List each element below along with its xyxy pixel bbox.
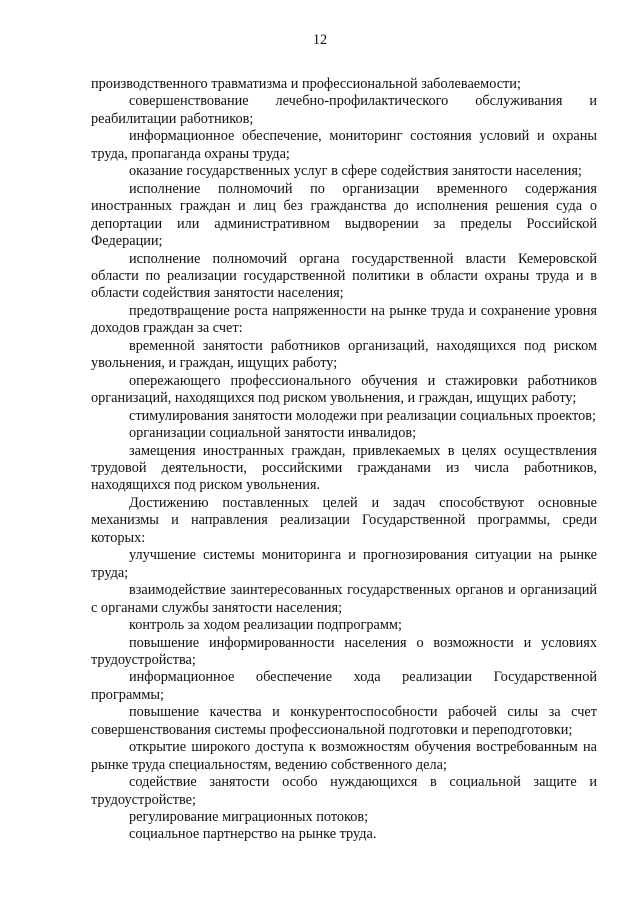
paragraph: повышение качества и конкурентоспособности рабочей силы за счет совершенствования системы профессиональной подготовки и переподготовки; (91, 704, 597, 738)
paragraph: информационное обеспечение хода реализации Государственной программы; (91, 669, 597, 703)
document-body (91, 76, 597, 844)
paragraph: Достижению поставленных целей и задач способствуют основные механизмы и направления реализации Государственной программы, среди которых: (91, 494, 597, 546)
paragraph: исполнение полномочий органа государственной власти Кемеровской области по реализации государственной политики в области охраны труда и в области содействия занятости населения; (91, 250, 597, 302)
paragraph: совершенствование лечебно-профилактического обслуживания и реабилитации работников; (91, 93, 597, 127)
paragraph: улучшение системы мониторинга и прогнозирования ситуации на рынке труда; (91, 547, 597, 581)
paragraph: информационное обеспечение, мониторинг состояния условий и охраны труда, пропаганда охраны труда; (91, 128, 597, 162)
paragraph: опережающего профессионального обучения и стажировки работников организаций, находящихся под риском увольнения, и граждан, ищущих работу; (91, 372, 597, 407)
paragraph: временной занятости работников организаций, находящихся под риском увольнения, и граждан, ищущих работу; (91, 337, 597, 372)
page-number: 12 (312, 32, 328, 48)
paragraph: содействие занятости особо нуждающихся в социальной защите и трудоустройстве; (91, 774, 597, 808)
paragraph: оказание государственных услуг в сфере содействия занятости населения; (129, 163, 582, 180)
paragraph: открытие широкого доступа к возможностям обучения востребованным на рынке труда специальностям, ведению собственного дела; (91, 739, 597, 773)
paragraph: повышение информированности населения о возможности и условиях трудоустройства; (91, 634, 597, 668)
paragraph: производственного травматизма и профессиональной заболеваемости; (91, 76, 521, 92)
paragraph: замещения иностранных граждан, привлекаемых в целях осуществления трудовой деятельности, российскими гражданами из числа работников, находящихся под риском увольнения. (91, 442, 597, 494)
paragraph: социальное партнерство на рынке труда. (129, 826, 377, 843)
paragraph: организации социальной занятости инвалидов; (129, 425, 417, 442)
paragraph: стимулирования занятости молодежи при реализации социальных проектов; (129, 407, 596, 424)
paragraph: контроль за ходом реализации подпрограмм; (129, 617, 402, 634)
paragraph: взаимодействие заинтересованных государственных органов и организаций с органами службы занятости населения; (91, 582, 597, 616)
paragraph: предотвращение роста напряженности на рынке труда и сохранение уровня доходов граждан за счет: (91, 302, 597, 337)
paragraph: регулирование миграционных потоков; (129, 809, 369, 826)
paragraph: исполнение полномочий по организации временного содержания иностранных граждан и лиц без гражданства до исполнения решения суда о депортации или административном выдворении за пределы Российской Федерации; (91, 180, 597, 250)
